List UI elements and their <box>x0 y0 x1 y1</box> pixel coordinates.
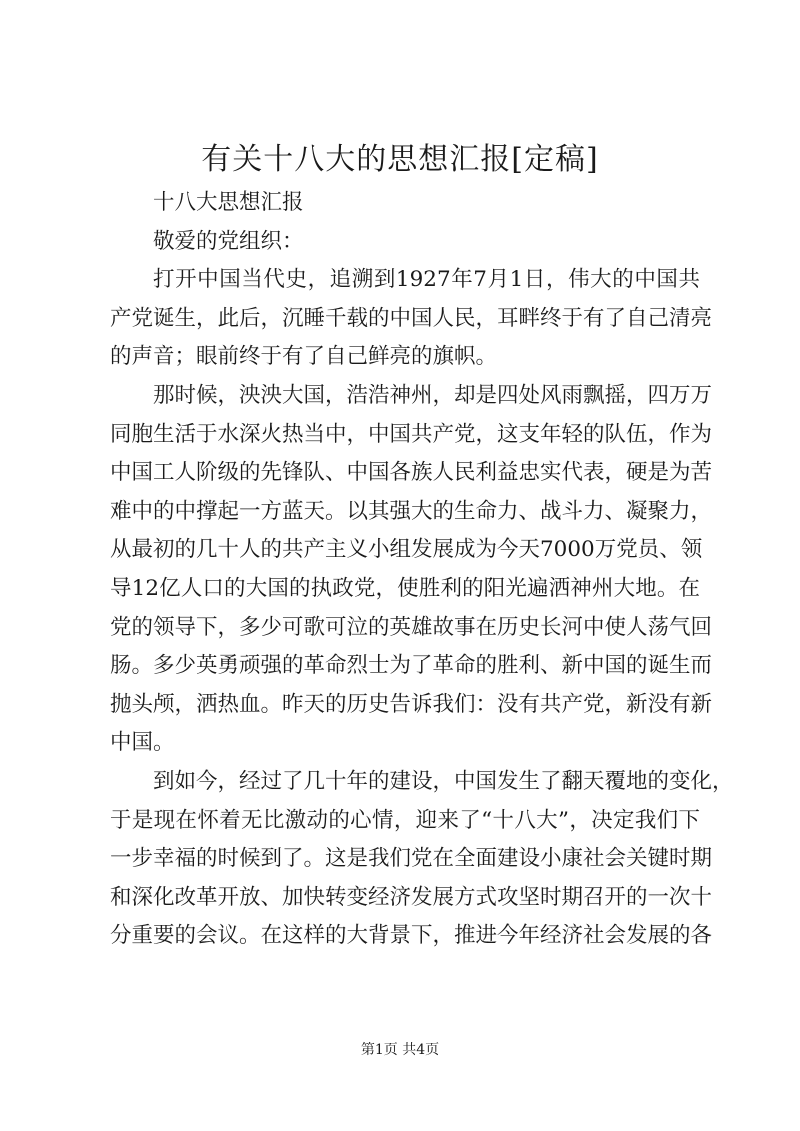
paragraph-line: 难中的中撑起一方蓝天。以其强大的生命力、战斗力、凝聚力， <box>110 498 713 524</box>
paragraph-3 <box>110 763 734 956</box>
paragraph-line: 十八大思想汇报 <box>153 190 304 215</box>
paragraph-line: 到如今，经过了几十年的建设，中国发生了翻天覆地的变化， <box>153 768 734 794</box>
paragraph-line: 产党诞生，此后，沉睡千载的中国人民，耳畔终于有了自己清亮 <box>110 305 713 331</box>
paragraph-line: 敬爱的党组织： <box>153 228 304 254</box>
paragraph-line: 和深化改革开放、加快转变经济发展方式攻坚时期召开的一次十 <box>110 884 713 910</box>
page-number-footer: 第1页 共4页 <box>360 1042 440 1058</box>
paragraph-line: 抛头颅，洒热血。昨天的历史告诉我们：没有共产党，新没有新 <box>110 691 713 717</box>
paragraph-line: 于是现在怀着无比激动的心情，迎来了“十八大”，决定我们下 <box>110 807 700 833</box>
paragraph-line: 中国工人阶级的先锋队、中国各族人民利益忠实代表，硬是为苦 <box>110 460 713 486</box>
paragraph-line: 同胞生活于水深火热当中，中国共产党，这支年轻的队伍，作为 <box>110 421 713 447</box>
paragraph-line: 一步幸福的时候到了。这是我们党在全面建设小康社会关键时期 <box>110 846 713 872</box>
paragraph-heading <box>110 184 700 223</box>
paragraph-line: 肠。多少英勇顽强的革命烈士为了革命的胜利、新中国的诞生而 <box>110 653 713 679</box>
paragraph-2 <box>110 377 713 763</box>
paragraph-1 <box>110 261 713 377</box>
document-body <box>110 184 734 956</box>
paragraph-line: 分重要的会议。在这样的大背景下，推进今年经济社会发展的各 <box>110 923 713 949</box>
paragraph-line: 那时候，泱泱大国，浩浩神州，却是四处风雨飘摇，四万万 <box>153 382 713 408</box>
paragraph-line: 导12亿人口的大国的执政党，使胜利的阳光遍洒神州大地。在 <box>110 575 700 601</box>
paragraph-line: 中国。 <box>110 730 175 756</box>
paragraph-line: 打开中国当代史，追溯到1927年7月1日，伟大的中国共 <box>153 267 700 293</box>
document-title: 有关十八大的思想汇报[定稿] <box>201 142 599 177</box>
paragraph-line: 从最初的几十人的共产主义小组发展成为今天7000万党员、领 <box>110 537 703 563</box>
paragraph-line: 党的领导下，多少可歌可泣的英雄故事在历史长河中使人荡气回 <box>110 614 713 640</box>
paragraph-line: 的声音；眼前终于有了自己鲜亮的旗帜。 <box>110 344 498 370</box>
paragraph-salutation <box>110 223 700 262</box>
